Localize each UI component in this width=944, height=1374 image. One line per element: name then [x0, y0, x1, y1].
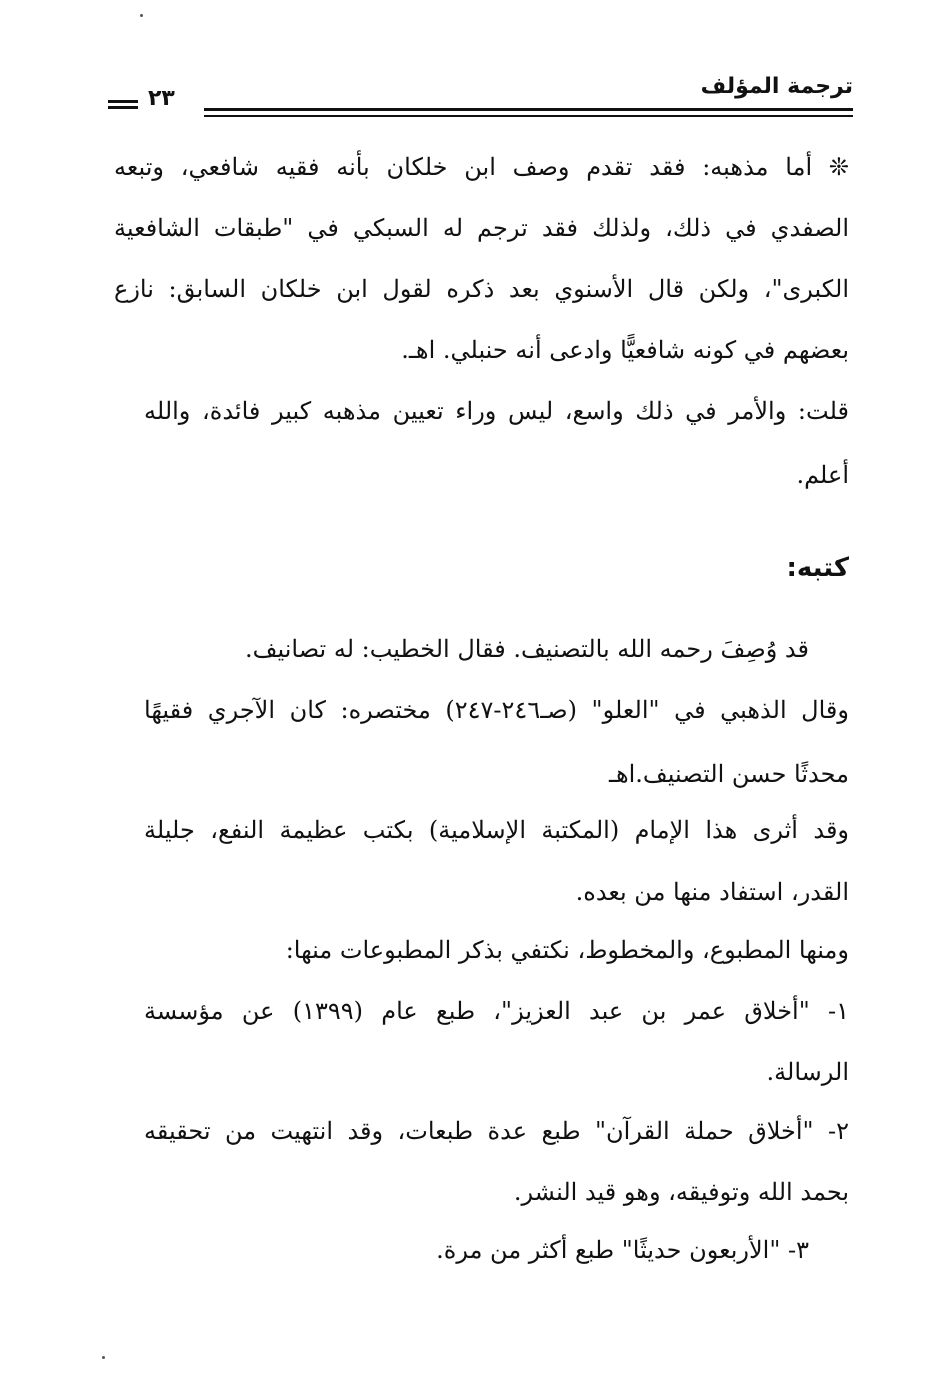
header-title: ترجمة المؤلف [700, 74, 853, 99]
paragraph-minha-line-1: ومنها المطبوع، والمخطوط، نكتفي بذكر المطبوعات منها: [285, 936, 849, 964]
paragraph-qultu-line-1: قلت: والأمر في ذلك واسع، ليس وراء تعيين مذهبه كبير فائدة، والله [144, 397, 849, 425]
book-2-line-2: بحمد الله وتوفيقه، وهو قيد النشر. [513, 1178, 849, 1206]
running-header [108, 70, 853, 122]
paragraph-madhhab-line-4: بعضهم في كونه شافعيًّا وادعى أنه حنبلي. اهـ. [401, 336, 849, 364]
header-rule-thin [204, 115, 853, 117]
paragraph-qultu-line-2: أعلم. [796, 461, 849, 489]
paragraph-dhahabi-line-2: محدثًا حسن التصنيف.اهـ [608, 760, 849, 788]
paragraph-madhhab-line-2: الصفدي في ذلك، ولذلك فقد ترجم له السبكي في "طبقات الشافعية [114, 214, 849, 242]
scan-speck [102, 1356, 105, 1359]
book-1-line-1: ١- "أخلاق عمر بن عبد العزيز"، طبع عام (١٣٩٩) عن مؤسسة [144, 997, 849, 1025]
page-number: ٢٣ [148, 86, 175, 111]
scan-speck [140, 14, 143, 17]
paragraph-madhhab-line-3: الكبرى"، ولكن قال الأسنوي بعد ذكره لقول ابن خلكان السابق: نازع [114, 275, 849, 303]
paragraph-wusifa-line-1: قد وُصِفَ رحمه الله بالتصنيف. فقال الخطيب: له تصانيف. [245, 635, 809, 663]
book-2-line-1: ٢- "أخلاق حملة القرآن" طبع عدة طبعات، وقد انتهيت من تحقيقه [144, 1117, 850, 1145]
paragraph-athra-line-2: القدر، استفاد منها من بعده. [575, 878, 849, 906]
section-heading-books: كتبه: [786, 553, 849, 583]
book-3-line-1: ٣- "الأربعون حديثًا" طبع أكثر من مرة. [436, 1236, 809, 1264]
header-rule-thick [204, 108, 853, 111]
header-double-dash [108, 100, 138, 110]
paragraph-madhhab-line-1: ❊ أما مذهبه: فقد تقدم وصف ابن خلكان بأنه فقيه شافعي، وتبعه [114, 153, 849, 181]
paragraph-dhahabi-line-1: وقال الذهبي في "العلو" (صـ٢٤٦-٢٤٧) مختصره: كان الآجري فقيهًا [144, 696, 849, 724]
paragraph-athra-line-1: وقد أثرى هذا الإمام (المكتبة الإسلامية) بكتب عظيمة النفع، جليلة [144, 816, 849, 844]
book-1-line-2: الرسالة. [766, 1058, 849, 1086]
